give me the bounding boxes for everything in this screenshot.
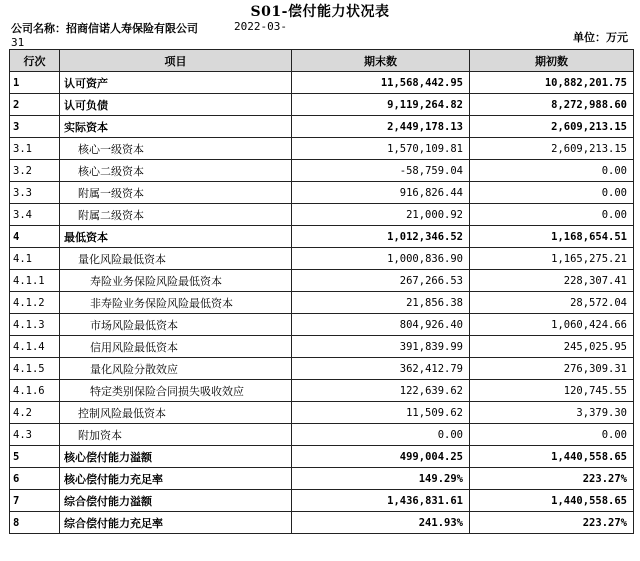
row-number: 4.1.6 xyxy=(10,380,60,402)
table-row xyxy=(10,160,634,182)
column-header-begin: 期初数 xyxy=(470,50,634,72)
row-end-value: 9,119,264.82 xyxy=(292,94,470,116)
row-end-value: 149.29% xyxy=(292,468,470,490)
row-item: 核心一级资本 xyxy=(60,138,292,160)
row-item: 特定类别保险合同损失吸收效应 xyxy=(60,380,292,402)
row-end-value: 21,856.38 xyxy=(292,292,470,314)
row-number: 3.2 xyxy=(10,160,60,182)
row-begin-value: 3,379.30 xyxy=(470,402,634,424)
row-number: 5 xyxy=(10,446,60,468)
column-header-item: 项目 xyxy=(60,50,292,72)
row-begin-value: 0.00 xyxy=(470,204,634,226)
row-item: 信用风险最低资本 xyxy=(60,336,292,358)
column-header-end: 期末数 xyxy=(292,50,470,72)
row-number: 4.1.3 xyxy=(10,314,60,336)
row-begin-value: 223.27% xyxy=(470,512,634,534)
table-row xyxy=(10,72,634,94)
row-number: 4.1.1 xyxy=(10,270,60,292)
row-end-value: 241.93% xyxy=(292,512,470,534)
row-end-value: 1,436,831.61 xyxy=(292,490,470,512)
row-end-value: 0.00 xyxy=(292,424,470,446)
row-item: 附属一级资本 xyxy=(60,182,292,204)
row-end-value: 1,012,346.52 xyxy=(292,226,470,248)
row-begin-value: 0.00 xyxy=(470,424,634,446)
table-row xyxy=(10,512,634,534)
row-item: 核心偿付能力溢额 xyxy=(60,446,292,468)
row-number: 4.1.5 xyxy=(10,358,60,380)
table-row xyxy=(10,204,634,226)
row-begin-value: 223.27% xyxy=(470,468,634,490)
table-header-row xyxy=(10,50,634,72)
row-end-value: 1,000,836.90 xyxy=(292,248,470,270)
row-end-value: 11,509.62 xyxy=(292,402,470,424)
table-row xyxy=(10,424,634,446)
row-end-value: 916,826.44 xyxy=(292,182,470,204)
table-row xyxy=(10,380,634,402)
row-item: 附属二级资本 xyxy=(60,204,292,226)
row-number: 4 xyxy=(10,226,60,248)
row-begin-value: 28,572.04 xyxy=(470,292,634,314)
table-row xyxy=(10,248,634,270)
row-begin-value: 120,745.55 xyxy=(470,380,634,402)
row-begin-value: 8,272,988.60 xyxy=(470,94,634,116)
row-number: 6 xyxy=(10,468,60,490)
row-item: 核心二级资本 xyxy=(60,160,292,182)
row-begin-value: 0.00 xyxy=(470,160,634,182)
row-number: 3.4 xyxy=(10,204,60,226)
row-begin-value: 2,609,213.15 xyxy=(470,116,634,138)
table-row xyxy=(10,138,634,160)
row-end-value: 804,926.40 xyxy=(292,314,470,336)
row-begin-value: 0.00 xyxy=(470,182,634,204)
row-number: 7 xyxy=(10,490,60,512)
row-end-value: 499,004.25 xyxy=(292,446,470,468)
table-row xyxy=(10,314,634,336)
table-row xyxy=(10,94,634,116)
row-number: 4.2 xyxy=(10,402,60,424)
table-row xyxy=(10,446,634,468)
row-begin-value: 2,609,213.15 xyxy=(470,138,634,160)
table-row xyxy=(10,292,634,314)
row-number: 4.1.4 xyxy=(10,336,60,358)
company-name: 公司名称：招商信诺人寿保险有限公司 xyxy=(11,22,198,35)
table-row xyxy=(10,402,634,424)
row-number: 3.3 xyxy=(10,182,60,204)
row-item: 市场风险最低资本 xyxy=(60,314,292,336)
row-number: 4.3 xyxy=(10,424,60,446)
row-end-value: 1,570,109.81 xyxy=(292,138,470,160)
solvency-table xyxy=(9,49,634,534)
row-end-value: 11,568,442.95 xyxy=(292,72,470,94)
row-begin-value: 245,025.95 xyxy=(470,336,634,358)
row-begin-value: 1,440,558.65 xyxy=(470,446,634,468)
row-number: 3.1 xyxy=(10,138,60,160)
row-end-value: 267,266.53 xyxy=(292,270,470,292)
row-item: 综合偿付能力溢额 xyxy=(60,490,292,512)
report-date-continued: 31 xyxy=(11,36,25,49)
row-number: 4.1.2 xyxy=(10,292,60,314)
row-begin-value: 1,060,424.66 xyxy=(470,314,634,336)
table-row xyxy=(10,490,634,512)
row-number: 1 xyxy=(10,72,60,94)
row-end-value: -58,759.04 xyxy=(292,160,470,182)
row-number: 4.1 xyxy=(10,248,60,270)
row-end-value: 122,639.62 xyxy=(292,380,470,402)
table-row xyxy=(10,182,634,204)
row-item: 核心偿付能力充足率 xyxy=(60,468,292,490)
row-item: 认可负债 xyxy=(60,94,292,116)
row-item: 附加资本 xyxy=(60,424,292,446)
unit-label: 单位：万元 xyxy=(573,31,628,44)
table-row xyxy=(10,336,634,358)
row-item: 量化风险最低资本 xyxy=(60,248,292,270)
table-row xyxy=(10,468,634,490)
row-begin-value: 276,309.31 xyxy=(470,358,634,380)
table-row xyxy=(10,270,634,292)
row-item: 量化风险分散效应 xyxy=(60,358,292,380)
row-item: 控制风险最低资本 xyxy=(60,402,292,424)
row-item: 非寿险业务保险风险最低资本 xyxy=(60,292,292,314)
row-item: 综合偿付能力充足率 xyxy=(60,512,292,534)
row-item: 最低资本 xyxy=(60,226,292,248)
row-end-value: 362,412.79 xyxy=(292,358,470,380)
table-body xyxy=(10,72,634,534)
row-item: 寿险业务保险风险最低资本 xyxy=(60,270,292,292)
row-item: 认可资产 xyxy=(60,72,292,94)
row-item: 实际资本 xyxy=(60,116,292,138)
table-row xyxy=(10,116,634,138)
row-number: 3 xyxy=(10,116,60,138)
column-header-row-no: 行次 xyxy=(10,50,60,72)
table-row xyxy=(10,226,634,248)
table-row xyxy=(10,358,634,380)
row-end-value: 2,449,178.13 xyxy=(292,116,470,138)
row-begin-value: 1,440,558.65 xyxy=(470,490,634,512)
row-end-value: 391,839.99 xyxy=(292,336,470,358)
row-end-value: 21,000.92 xyxy=(292,204,470,226)
report-date: 2022-03- xyxy=(234,20,287,33)
row-number: 2 xyxy=(10,94,60,116)
row-begin-value: 10,882,201.75 xyxy=(470,72,634,94)
row-number: 8 xyxy=(10,512,60,534)
report-title: S01-偿付能力状况表 xyxy=(250,4,390,20)
row-begin-value: 228,307.41 xyxy=(470,270,634,292)
row-begin-value: 1,168,654.51 xyxy=(470,226,634,248)
row-begin-value: 1,165,275.21 xyxy=(470,248,634,270)
